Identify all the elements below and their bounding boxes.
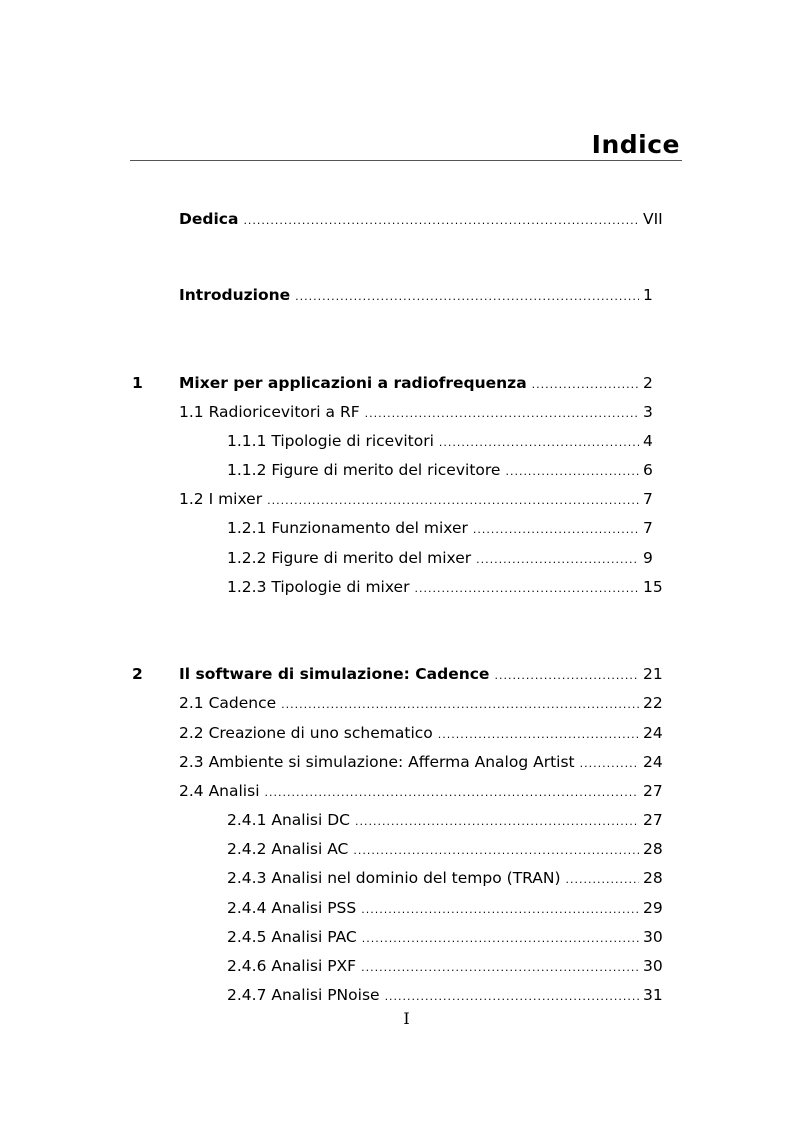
toc-entry-page: 7 bbox=[643, 519, 653, 537]
leader-dots bbox=[439, 433, 639, 453]
toc-entry[interactable] bbox=[179, 693, 679, 713]
toc-entry[interactable] bbox=[227, 548, 679, 568]
toc-entry-page: 22 bbox=[643, 694, 663, 712]
toc-chapter-2[interactable] bbox=[179, 664, 679, 684]
toc-entry-label: Dedica bbox=[179, 210, 239, 228]
leader-dots bbox=[566, 870, 639, 890]
toc-entry-page: 24 bbox=[643, 724, 663, 742]
toc-entry-page: 1 bbox=[643, 286, 653, 304]
toc-entry-label: 2.4.3 Analisi nel dominio del tempo (TRAN) bbox=[227, 869, 561, 887]
leader-dots bbox=[494, 666, 639, 686]
toc-entry-page: 21 bbox=[643, 665, 663, 683]
toc-entry-label: Il software di simulazione: Cadence bbox=[179, 665, 490, 683]
toc-entry-page: 6 bbox=[643, 461, 653, 479]
toc-entry[interactable] bbox=[227, 927, 679, 947]
leader-dots bbox=[438, 725, 639, 745]
toc-entry-page: 27 bbox=[643, 811, 663, 829]
toc-entry[interactable] bbox=[179, 489, 679, 509]
leader-dots bbox=[414, 579, 639, 599]
toc-entry-label: 2.1 Cadence bbox=[179, 694, 277, 712]
leader-dots bbox=[362, 929, 639, 949]
toc-entry-page: 3 bbox=[643, 403, 653, 421]
toc-entry-page: VII bbox=[643, 210, 663, 228]
toc-entry-label: 2.4 Analisi bbox=[179, 782, 260, 800]
toc-entry-page: 27 bbox=[643, 782, 663, 800]
leader-dots bbox=[476, 550, 639, 570]
toc-entry-label: 2.4.2 Analisi AC bbox=[227, 840, 349, 858]
toc-entry-page: 30 bbox=[643, 957, 663, 975]
toc-entry[interactable] bbox=[227, 810, 679, 830]
title-rule bbox=[130, 160, 682, 161]
toc-entry[interactable] bbox=[227, 431, 679, 451]
toc-entry-page: 28 bbox=[643, 840, 663, 858]
toc-entry-label: 2.4.7 Analisi PNoise bbox=[227, 986, 380, 1004]
toc-entry-label: 1.2 I mixer bbox=[179, 490, 263, 508]
leader-dots bbox=[473, 520, 639, 540]
chapter-number: 2 bbox=[132, 665, 143, 683]
leader-dots bbox=[365, 404, 639, 424]
toc-entry-page: 7 bbox=[643, 490, 653, 508]
leader-dots bbox=[532, 375, 639, 395]
toc-entry-label: Mixer per applicazioni a radiofrequenza bbox=[179, 374, 527, 392]
toc-entry-label: 1.1.1 Tipologie di ricevitori bbox=[227, 432, 434, 450]
toc-entry[interactable] bbox=[227, 460, 679, 480]
toc-entry[interactable] bbox=[179, 723, 679, 743]
toc-entry[interactable] bbox=[179, 781, 679, 801]
page-title: Indice bbox=[591, 130, 680, 159]
toc-entry-label: 1.1 Radioricevitori a RF bbox=[179, 403, 360, 421]
toc-entry-label: 2.3 Ambiente si simulazione: Afferma Analog Artist bbox=[179, 753, 575, 771]
leader-dots bbox=[385, 987, 639, 1007]
page-number: I bbox=[403, 1009, 410, 1028]
toc-entry-introduzione[interactable] bbox=[179, 285, 679, 305]
toc-entry-page: 15 bbox=[643, 578, 663, 596]
leader-dots bbox=[295, 287, 639, 307]
leader-dots bbox=[353, 841, 639, 861]
toc-entry-label: 1.2.2 Figure di merito del mixer bbox=[227, 549, 472, 567]
toc-entry-page: 29 bbox=[643, 899, 663, 917]
toc-entry-page: 31 bbox=[643, 986, 663, 1004]
toc-entry[interactable] bbox=[227, 985, 679, 1005]
leader-dots bbox=[265, 783, 640, 803]
toc-entry-label: 2.2 Creazione di uno schematico bbox=[179, 724, 433, 742]
toc-entry[interactable] bbox=[227, 839, 679, 859]
toc-entry-label: 2.4.4 Analisi PSS bbox=[227, 899, 357, 917]
toc-entry[interactable] bbox=[179, 752, 679, 772]
toc-entry-page: 2 bbox=[643, 374, 653, 392]
toc-entry-page: 9 bbox=[643, 549, 653, 567]
toc-entry-label: 2.4.1 Analisi DC bbox=[227, 811, 350, 829]
toc-entry-label: Introduzione bbox=[179, 286, 291, 304]
toc-entry-page: 4 bbox=[643, 432, 653, 450]
toc-entry[interactable] bbox=[227, 577, 679, 597]
toc-entry[interactable] bbox=[227, 956, 679, 976]
leader-dots bbox=[505, 462, 639, 482]
toc-entry[interactable] bbox=[227, 868, 679, 888]
toc-entry-label: 1.2.1 Funzionamento del mixer bbox=[227, 519, 468, 537]
leader-dots bbox=[243, 211, 639, 231]
toc-entry-label: 2.4.6 Analisi PXF bbox=[227, 957, 357, 975]
leader-dots bbox=[361, 900, 639, 920]
toc-entry-label: 2.4.5 Analisi PAC bbox=[227, 928, 357, 946]
toc-entry-label: 1.2.3 Tipologie di mixer bbox=[227, 578, 410, 596]
toc-entry-page: 30 bbox=[643, 928, 663, 946]
toc-entry[interactable] bbox=[227, 898, 679, 918]
chapter-number: 1 bbox=[132, 374, 143, 392]
toc-entry-page: 24 bbox=[643, 753, 663, 771]
toc-entry[interactable] bbox=[227, 518, 679, 538]
toc-entry-label: 1.1.2 Figure di merito del ricevitore bbox=[227, 461, 501, 479]
leader-dots bbox=[267, 491, 639, 511]
toc-entry-page: 28 bbox=[643, 869, 663, 887]
leader-dots bbox=[355, 812, 639, 832]
leader-dots bbox=[281, 695, 639, 715]
toc-entry-dedica[interactable] bbox=[179, 209, 679, 229]
leader-dots bbox=[361, 958, 639, 978]
toc-chapter-1[interactable] bbox=[179, 373, 679, 393]
leader-dots bbox=[580, 754, 639, 774]
toc-entry[interactable] bbox=[179, 402, 679, 422]
